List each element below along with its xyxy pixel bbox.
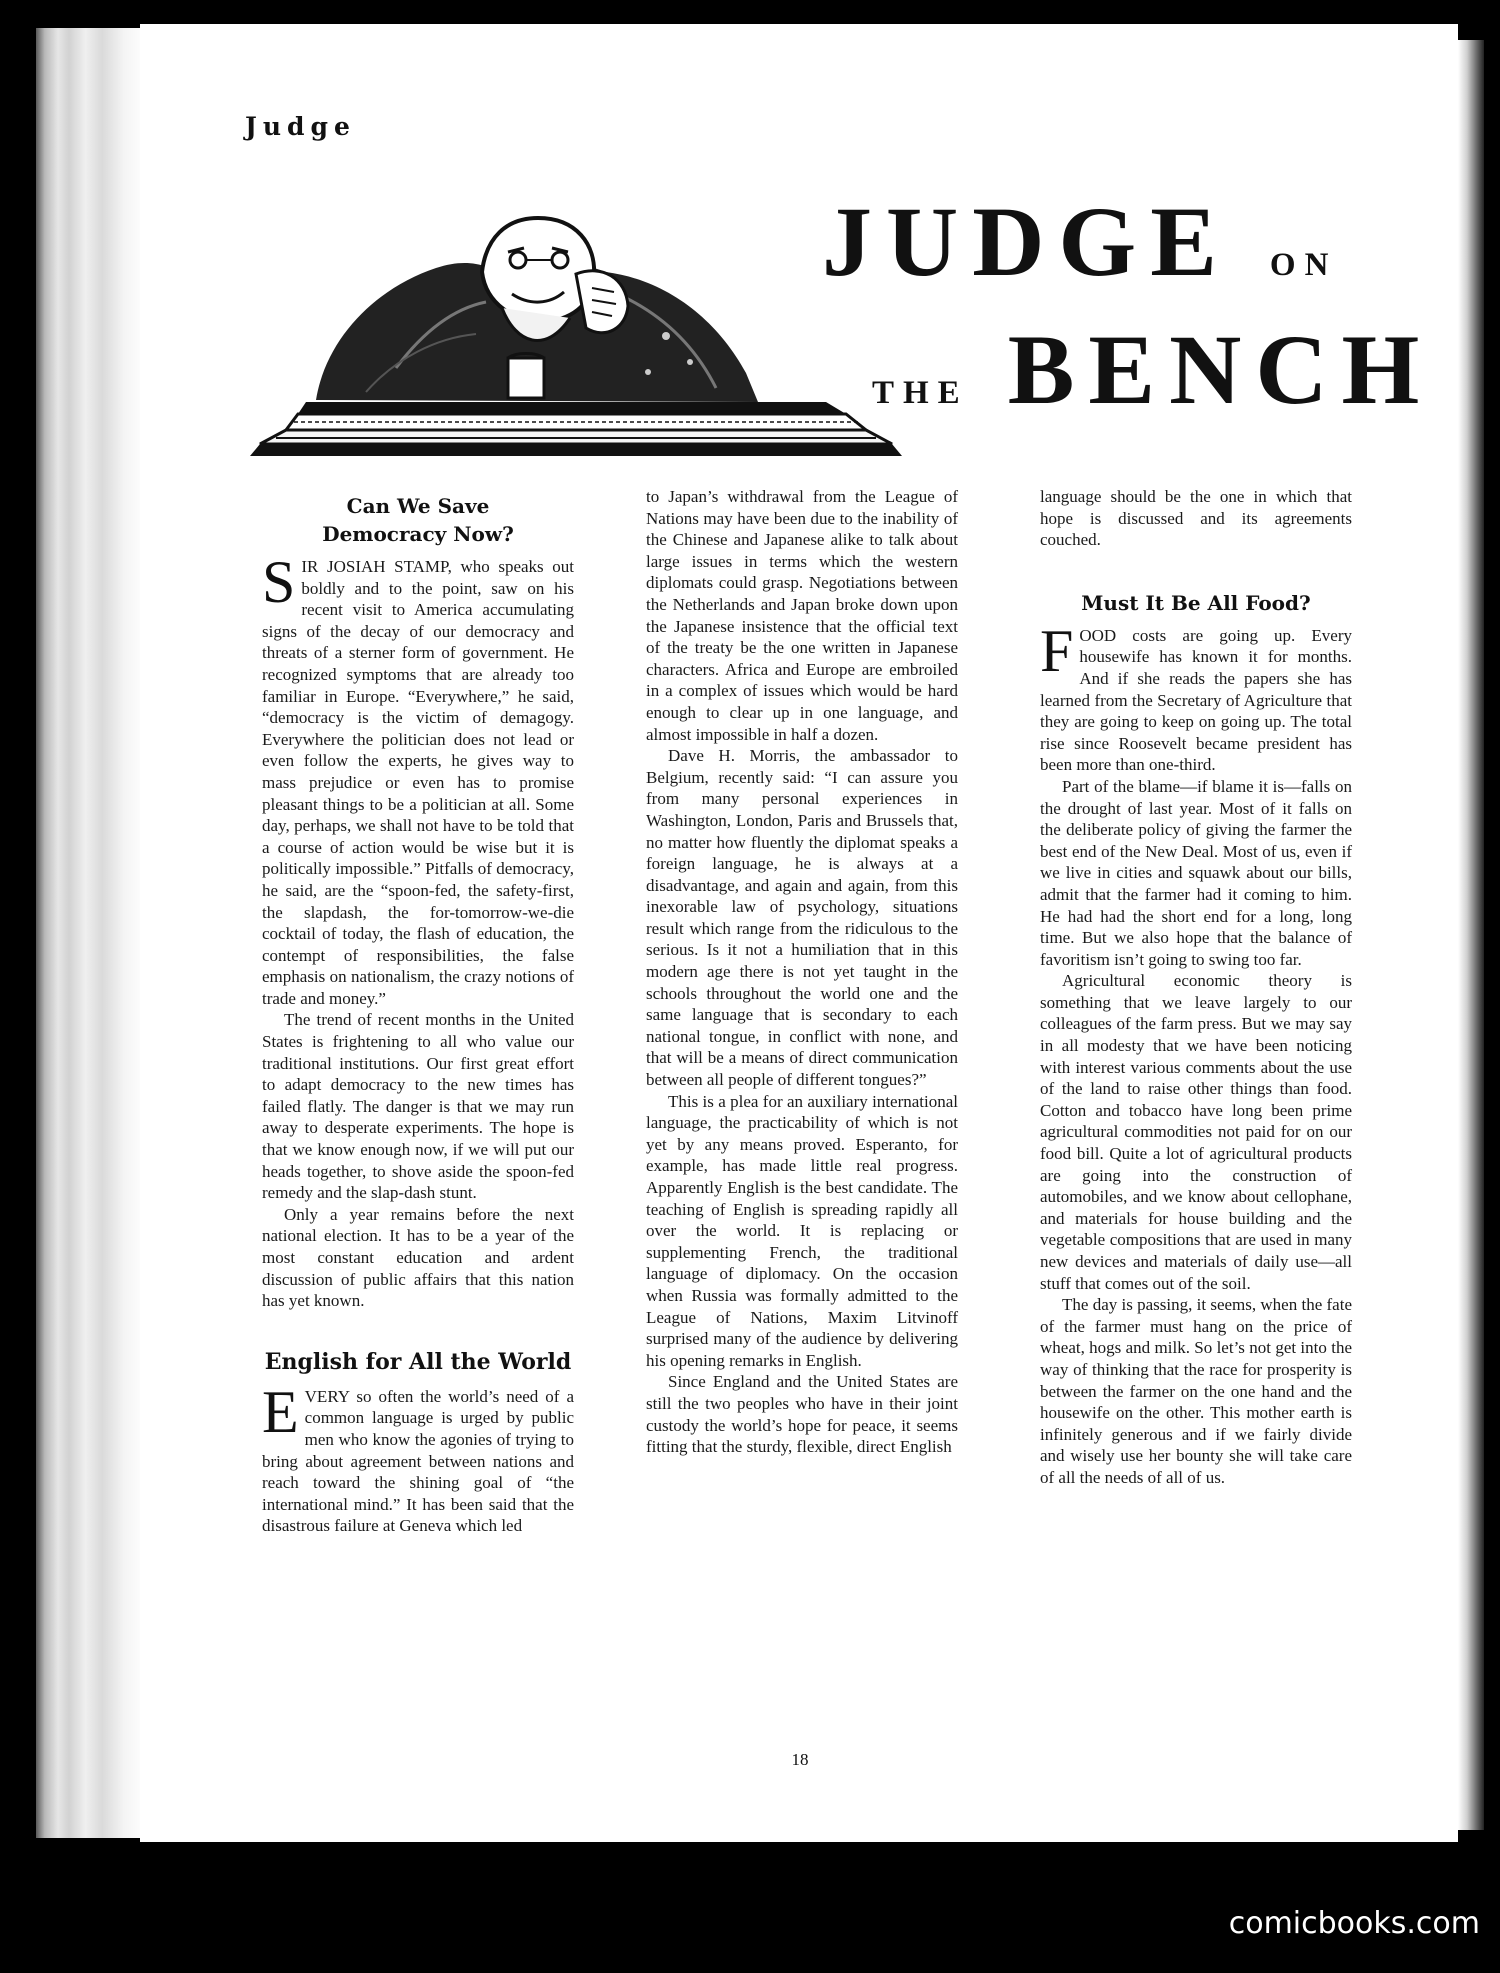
column-1 xyxy=(262,486,574,1537)
democracy-paragraph-3: Only a year remains before the next national election. It has to be a year of the most constant education and ardent discussion of public affairs that this nation has yet known. xyxy=(262,1204,574,1311)
drop-cap-s: S xyxy=(262,549,296,615)
running-head: Judge xyxy=(245,112,356,141)
section-heading-food: Must It Be All Food? xyxy=(1081,590,1311,615)
english-paragraph-4: Since England and the United States are still the two peoples who have in their joint custody the world’s hope for peace, it seems fitting that the sturdy, flexible, direct English xyxy=(646,1372,958,1457)
food-paragraph-4: The day is passing, it seems, when the fate of the farmer must hang on the price of wheat, hogs and milk. So let’s not get into the way of thinking that the race for prosperity is between the farmer on the one hand and the housewife on the other. This mother earth is infinitely generous and if we fairly divide and wisely use her bounty she will take care of all the needs of all of us. xyxy=(1040,1295,1352,1487)
english-paragraph-1-continued: to Japan’s withdrawal from the League of Nations may have been due to the inability of the Chinese and Japanese alike to talk about large issues in terms which the western diplomats could grasp. Negotiations between the Netherlands and Japan broke down upon the Japanese insistence that the official text of the treaty be the one written in Japanese characters. Africa and Europe are embroiled in a complex of issues which would be hard enough to clear up in one language, and almost impossible in half a dozen. xyxy=(646,487,958,744)
article-title-line-2 xyxy=(872,314,1434,425)
democracy-paragraph-2: The trend of recent months in the United States is frightening to all who value our traditional institutions. Our first great effort to adapt democracy to the new times has failed flatly. The danger is that we may run away to desperate experiments. The hope is that we know enough now, if we will put our heads together, to shove aside the spoon-fed remedy and the slap-dash stunt. xyxy=(262,1010,574,1203)
title-word-on: ON xyxy=(1269,247,1338,283)
food-paragraph-2: Part of the blame—if blame it is—falls on the drought of last year. Most of it falls on the deliberate policy of giving the farmer the best end of the New Deal. Most of us, even if we live in cities and squawk about our bills, admit that the farmer had it coming to him. He had had the short end for a long, long time. But we also hope that the balance of favoritism isn’t going to swing too far. xyxy=(1040,776,1352,969)
article-title-line-1 xyxy=(822,186,1338,297)
source-watermark: comicbooks.com xyxy=(1228,1906,1480,1941)
english-paragraph-4-continued: language should be the one in which that hope is discussed and its agreements couched. xyxy=(1040,487,1352,550)
democracy-paragraph-1 xyxy=(262,549,574,1009)
english-paragraph-1-start-text: VERY so often the world’s need of a common language is urged by public men who know the agonies of trying to bring about agreement between nations and reach toward the shining goal of “the international mind.” It has been said that the disastrous failure at Geneva which led xyxy=(262,1386,574,1536)
judge-figure xyxy=(316,218,758,402)
section-heading-democracy-line-1: Can We Save xyxy=(346,494,490,518)
english-paragraph-2: Dave H. Morris, the ambassador to Belgium, recently said: “I can assure you from many personal experiences in Washington, London, Paris and Brussels that, no matter how fluently the diplomat speaks a foreign language, he is always at a disadvantage, and again and again, from this inexorable law of psychology, situations result which range from the ridiculous to the serious. Is it not a humiliation that in this modern age there is not yet taught in the schools throughout the world one and the same language that is secondary to each national tongue, in conflict with none, and that will be a means of direct communication between all people of different tongues?” xyxy=(646,746,958,1090)
bench-base xyxy=(250,402,902,456)
section-heading-democracy xyxy=(262,492,574,548)
section-heading-english: English for All the World xyxy=(264,1348,572,1375)
title-word-judge: JUDGE xyxy=(822,186,1231,297)
title-word-the: THE xyxy=(872,375,969,411)
column-2 xyxy=(646,486,958,1458)
food-paragraph-1 xyxy=(1040,617,1352,776)
judge-illustration xyxy=(246,168,906,468)
column-3 xyxy=(1040,486,1352,1489)
page-number: 18 xyxy=(791,1750,809,1769)
section-heading-democracy-line-2: Democracy Now? xyxy=(322,522,514,546)
food-paragraph-1-text: OOD costs are going up. Every housewife has known it for months. And if she reads the papers she has learned from the Secretary of Agriculture that they are going to keep on going up. The total rise since Roosevelt became president has been more than one-third. xyxy=(1040,625,1352,775)
drop-cap-e: E xyxy=(262,1378,299,1445)
page-binding-right xyxy=(1458,40,1484,1830)
democracy-paragraph-1-text: IR JOSIAH STAMP, who speaks out boldly and to the point, saw on his recent visit to America accumulating signs of the decay of our democracy and threats of a sterner form of government. He recognized symptoms that are already too familiar in Europe. “Everywhere,” he said, “democracy is the victim of demagogy. Everywhere the politician does not lead or even follow the experts, he gives way to mass prejudice or even has to promise pleasant things to be a politician at all. Some day, perhaps, we shall not have to be told that a course of action would be wise but it is politically impossible.” Pitfalls of democracy, he said, are the “spoon-fed, the safety-first, the slapdash, the for-tomorrow-we-die cocktail of today, the flash of education, the contempt of responsibilities, the false emphasis on nationalism, the crazy notions of trade and money.” xyxy=(262,557,574,1008)
page-binding-left xyxy=(36,28,146,1838)
english-paragraph-3: This is a plea for an auxiliary international language, the practicability of which is not yet by any means proved. Esperanto, for example, has made little real progress. Apparently English is the best candidate. The teaching of English is spreading rapidly all over the world. It is replacing or supplementing French, the traditional language of diplomacy. On the occasion when Russia was formally admitted to the League of Nations, Maxim Litvinoff surprised many of the audience by delivering his opening remarks in English. xyxy=(646,1091,958,1370)
english-paragraph-1-start xyxy=(262,1378,574,1537)
food-paragraph-3: Agricultural economic theory is something that we leave largely to our colleagues of the farm press. But we may say in all modesty that we have been noticing with interest various comments about the use of the land to raise other things than food. Cotton and tobacco have long been prime agricultural commodities not paid for on our food bill. Quite a lot of agricultural products are going into the construction of automobiles, and we know about cellophane, and materials for house building and the vegetable compositions that are used in many new devices and materials of daily use—all stuff that comes out of the soil. xyxy=(1040,971,1352,1293)
drop-cap-f: F xyxy=(1040,617,1074,684)
title-word-bench: BENCH xyxy=(1007,314,1434,425)
